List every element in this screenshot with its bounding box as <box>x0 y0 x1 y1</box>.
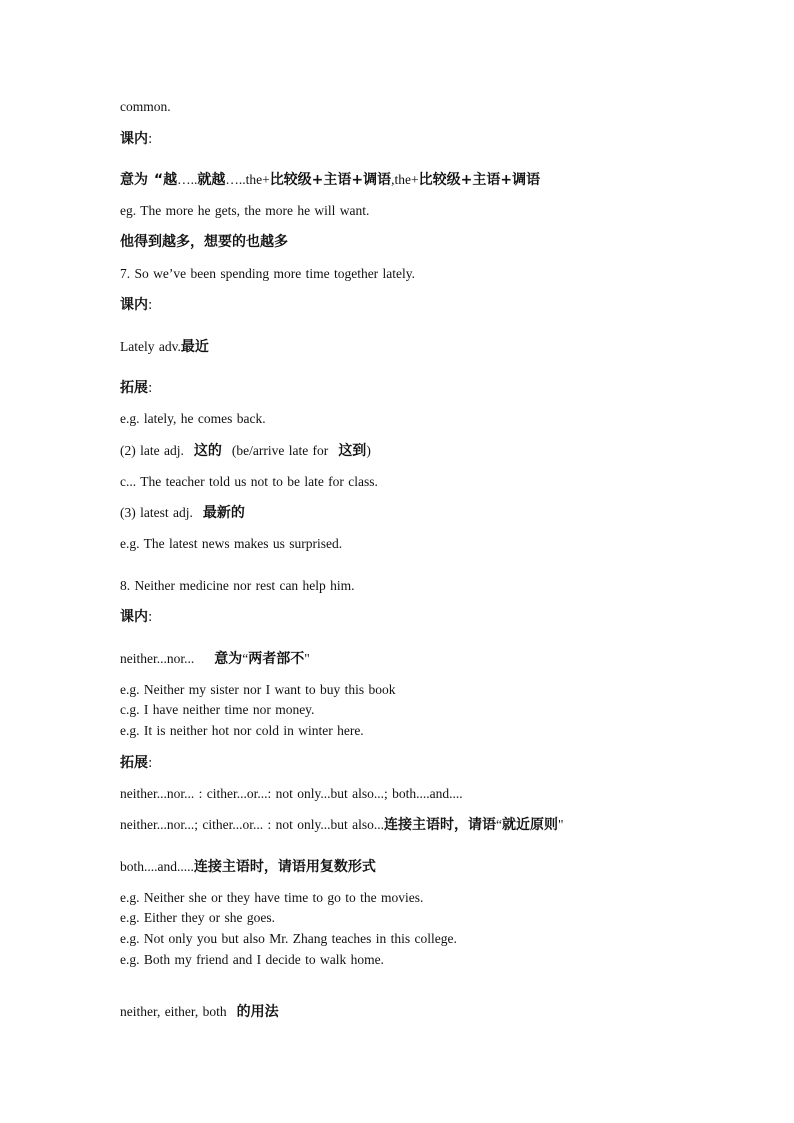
example-line: e.g. It is neither hot nor cold in winter here. <box>120 723 364 738</box>
section-label-tuozhan: 拓展: <box>120 755 153 771</box>
text-line: (3) latest adj. 最新的 <box>120 505 245 521</box>
example-line: e.g. The latest news makes us surprised. <box>120 536 343 551</box>
text-line-meaning: 意为 “越…..就越…..the+比较级+主语+调语,the+比较级+主语+调语 <box>120 172 541 188</box>
translation-line: 他得到越多，想要的也越多 <box>120 234 288 250</box>
text-line: neither, either, both 的用法 <box>120 1004 279 1020</box>
text-line: (2) late adj. 这的 (be/arrive late for 这到) <box>120 443 371 459</box>
section-label-tuozhan: 拓展: <box>120 380 153 396</box>
example-line: e.g. Not only you but also Mr. Zhang teaches in this college. <box>120 931 457 946</box>
text-line: Lately adv.最近 <box>120 339 209 355</box>
text-line: common. <box>120 99 171 114</box>
section-label-kenei: 课内: <box>120 609 153 625</box>
example-line: e.g. Neither she or they have time to go to the movies. <box>120 890 424 905</box>
text-line: neither...nor...; cither...or... : not only...but also...连接主语时，请语“就近原则" <box>120 817 564 833</box>
text-line: both....and.....连接主语时，请语用复数形式 <box>120 859 376 875</box>
example-line: eg. The more he gets, the more he will want. <box>120 203 370 218</box>
example-line: e.g. Neither my sister nor I want to buy this book <box>120 682 396 697</box>
example-line: e.g. Both my friend and I decide to walk home. <box>120 952 384 967</box>
example-line: e.g. Either they or she goes. <box>120 910 275 925</box>
example-line: c... The teacher told us not to be late for class. <box>120 474 378 489</box>
item-heading-8: 8. Neither medicine nor rest can help him. <box>120 578 355 593</box>
text-line: neither...nor... 意为“两者部不" <box>120 651 310 667</box>
example-line: e.g. lately, he comes back. <box>120 411 266 426</box>
section-label-kenei: 课内: <box>120 297 153 313</box>
item-heading-7: 7. So we’ve been spending more time together lately. <box>120 266 416 281</box>
section-label-kenei: 课内: <box>120 131 153 147</box>
text-line: neither...nor... : cither...or...: not only...but also...; both....and.... <box>120 786 463 801</box>
example-line: c.g. I have neither time nor money. <box>120 702 315 717</box>
